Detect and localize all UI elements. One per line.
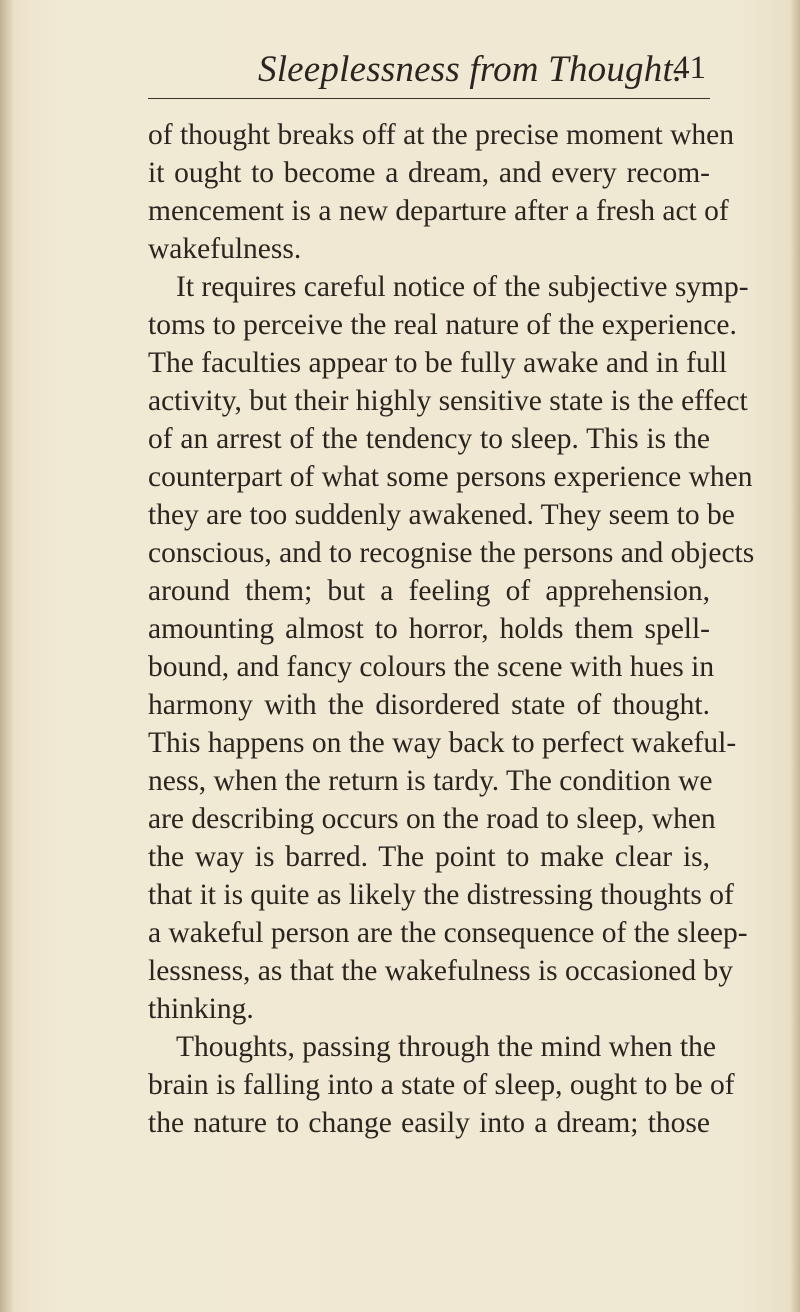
text-line: lessness, as that the wakefulness is occasioned by bbox=[148, 955, 733, 987]
header-rule bbox=[148, 98, 710, 99]
text-line: the nature to change easily into a dream; those bbox=[148, 1107, 710, 1139]
text-line: ness, when the return is tardy. The condition we bbox=[148, 765, 713, 797]
text-line: brain is falling into a state of sleep, ought to be of bbox=[148, 1069, 735, 1101]
text-line: counterpart of what some persons experience when bbox=[148, 461, 753, 493]
text-line: mencement is a new departure after a fresh act of bbox=[148, 195, 729, 227]
text-line: a wakeful person are the consequence of the sleep- bbox=[148, 917, 748, 949]
text-line: wakefulness. bbox=[148, 233, 302, 265]
running-title: Sleeplessness from Thought. bbox=[258, 49, 683, 90]
running-head bbox=[0, 40, 800, 100]
text-line: activity, but their highly sensitive state is the effect bbox=[148, 385, 748, 417]
gutter-shadow bbox=[0, 0, 14, 1312]
text-line: Thoughts, passing through the mind when the bbox=[176, 1031, 716, 1063]
text-line: amounting almost to horror, holds them spell- bbox=[148, 613, 710, 645]
text-line: This happens on the way back to perfect wakeful- bbox=[148, 727, 737, 759]
text-line: of thought breaks off at the precise moment when bbox=[148, 119, 735, 151]
text-line: thinking. bbox=[148, 993, 254, 1025]
text-line: around them; but a feeling of apprehension, bbox=[148, 575, 710, 607]
text-line: that it is quite as likely the distressing thoughts of bbox=[148, 879, 734, 911]
text-line: conscious, and to recognise the persons and objects bbox=[148, 537, 755, 569]
text-line: of an arrest of the tendency to sleep. This is the bbox=[148, 423, 710, 455]
text-line: harmony with the disordered state of thought. bbox=[148, 689, 710, 721]
page-number: 41 bbox=[673, 50, 706, 86]
page-edge bbox=[790, 0, 800, 1312]
text-line: bound, and fancy colours the scene with hues in bbox=[148, 651, 715, 683]
text-line: It requires careful notice of the subjective symp- bbox=[176, 271, 749, 303]
text-line: the way is barred. The point to make clear is, bbox=[148, 841, 710, 873]
text-line: it ought to become a dream, and every recom- bbox=[148, 157, 710, 189]
text-line: they are too suddenly awakened. They seem to be bbox=[148, 499, 735, 531]
text-line: are describing occurs on the road to sleep, when bbox=[148, 803, 716, 835]
text-line: The faculties appear to be fully awake and in full bbox=[148, 347, 728, 379]
text-line: toms to perceive the real nature of the experience. bbox=[148, 309, 737, 341]
